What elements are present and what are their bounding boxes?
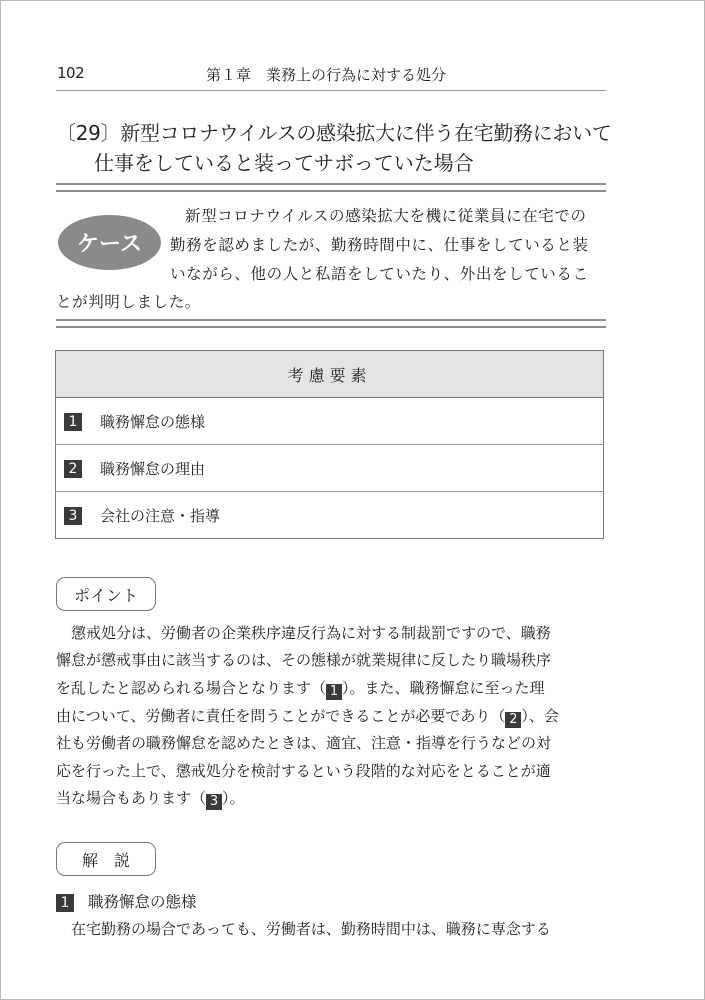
page-number: 102 (57, 64, 85, 82)
factor-number: 3 (64, 507, 82, 525)
point-line-5: 社も労働者の職務懈怠を認めたときは、適宜、注意・指導を行うなどの対 (56, 734, 552, 752)
case-line-4: とが判明しました。 (56, 293, 201, 311)
ref-number: 3 (206, 794, 222, 810)
case-divider (56, 319, 606, 328)
point-line-2: 懈怠が懲戒事由に該当するのは、その態様が就業規律に反したり職場秩序 (56, 651, 552, 669)
point-line-1: 懲戒処分は、労働者の企業秩序違反行為に対する制裁罰ですので、職務 (71, 624, 551, 642)
factor-number: 2 (64, 460, 82, 478)
point-line-4: 由について、労働者に責任を問うことができることが必要であり（ 2 ）、会 (56, 707, 559, 727)
title-line-2: 仕事をしていると装ってサボっていた場合 (94, 151, 474, 175)
factors-header: 考慮要素 (56, 351, 604, 398)
section-heading (56, 890, 197, 912)
factor-row (56, 492, 604, 539)
case-badge: ケース (58, 215, 161, 270)
factor-label: 職務懈怠の態様 (100, 412, 206, 431)
factor-row (56, 445, 604, 492)
case-line-1: 新型コロナウイルスの感染拡大を機に従業員に在宅での (185, 207, 587, 225)
case-number: 〔29〕 (56, 121, 121, 145)
commentary-line-1: 在宅勤務の場合であっても、労働者は、勤務時間中は、職務に専念する (71, 920, 551, 938)
chapter-title: 第１章 業務上の行為に対する処分 (206, 66, 447, 84)
case-line-2: 勤務を認めましたが、勤務時間中に、仕事をしていると装 (170, 236, 589, 254)
commentary-label: 解 説 (56, 842, 156, 876)
point-label: ポイント (56, 577, 156, 611)
factors-table (55, 350, 604, 539)
point-line-3: を乱したと認められる場合となります（ 1 ）。また、職務懈怠に至った理 (56, 679, 545, 699)
factor-label: 会社の注意・指導 (100, 506, 221, 525)
point-line-7: 当な場合もあります（ 3 ）。 (56, 789, 245, 809)
section-number: 1 (56, 894, 74, 912)
case-title (56, 118, 611, 178)
ref-number: 2 (505, 712, 521, 728)
case-line-3: いながら、他の人と私語をしていたり、外出をしているこ (170, 265, 589, 283)
ref-number: 1 (326, 684, 342, 700)
factor-row (56, 398, 604, 445)
point-line-6: 応を行った上で、懲戒処分を検討するという段階的な対応をとることが適 (56, 762, 551, 780)
factor-number: 1 (64, 413, 82, 431)
factor-label: 職務懈怠の理由 (100, 459, 206, 478)
title-divider (56, 183, 606, 192)
section-title: 職務懈怠の態様 (88, 893, 197, 911)
title-line-1: 新型コロナウイルスの感染拡大に伴う在宅勤務において (120, 121, 612, 145)
page-header (56, 64, 606, 91)
